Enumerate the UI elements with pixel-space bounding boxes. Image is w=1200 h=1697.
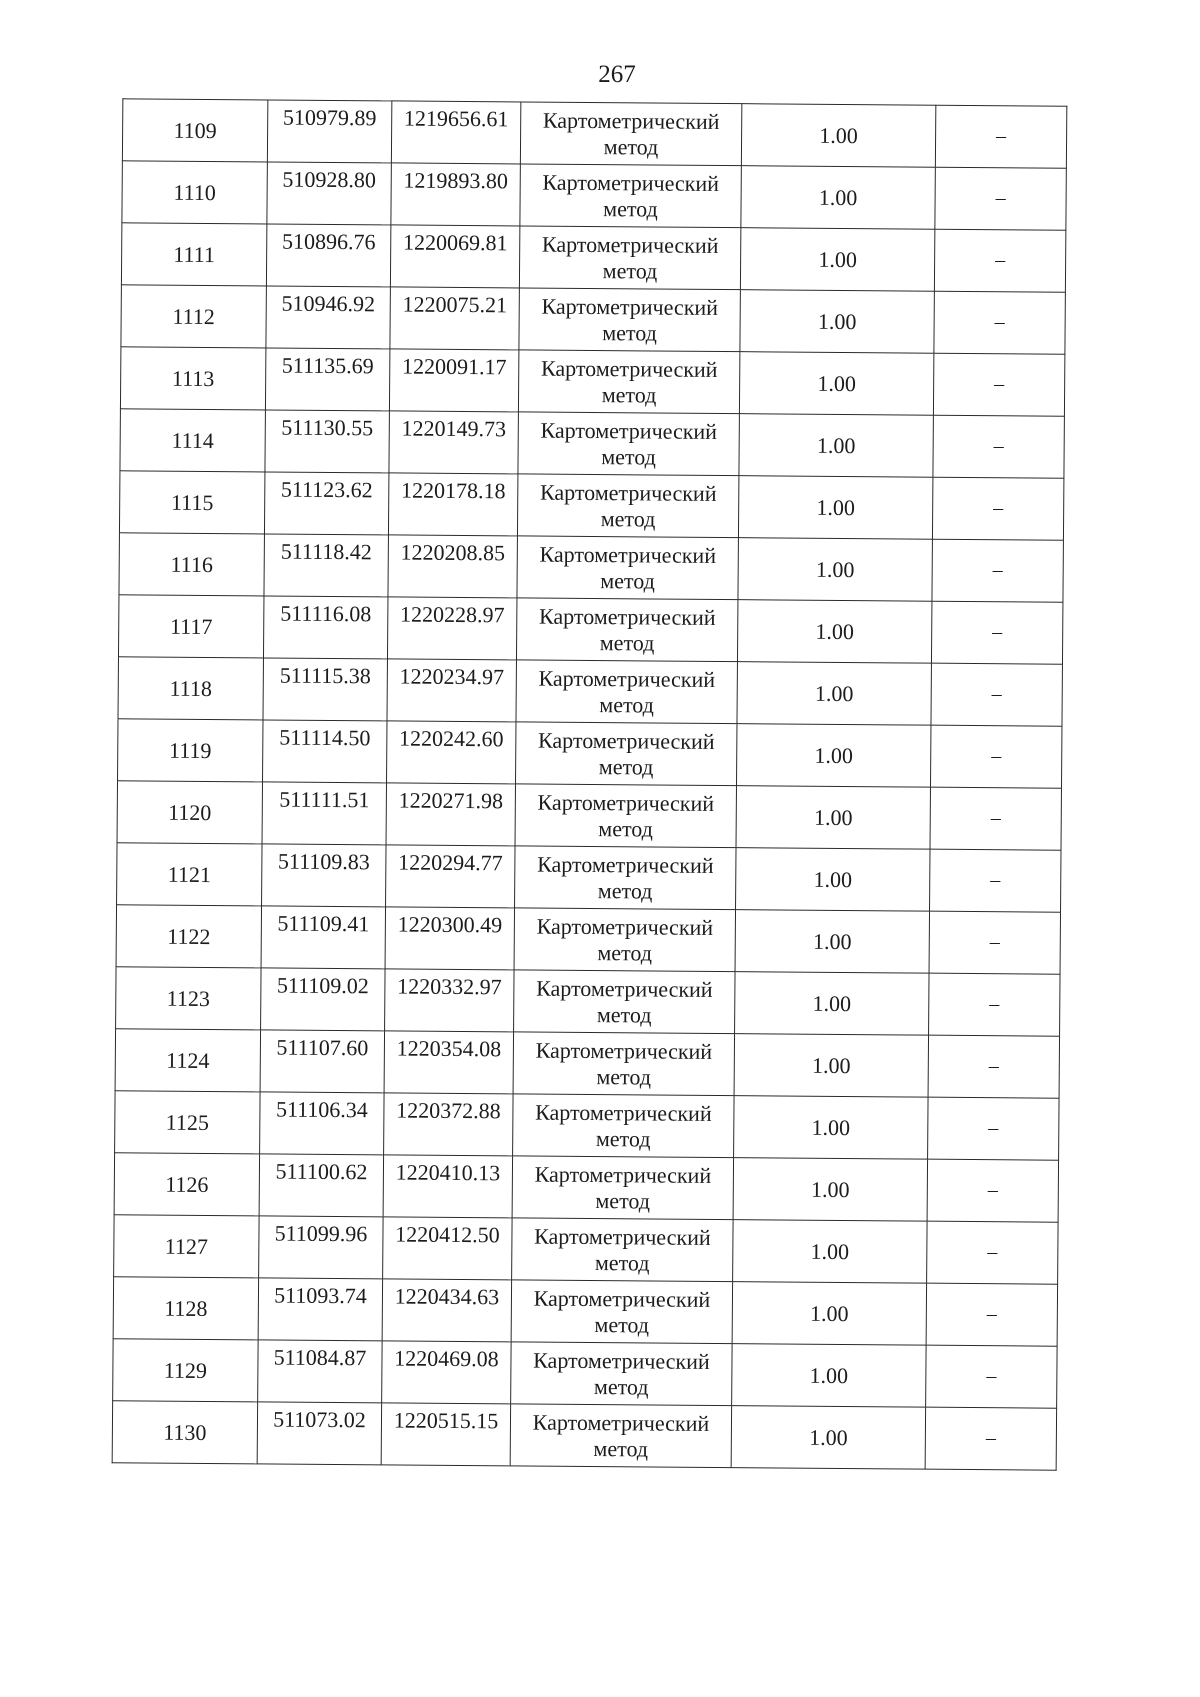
point-number-cell: 1110 [122,161,267,224]
method-cell: Картометрический метод [516,660,737,724]
x-coordinate-cell: 511107.60 [260,1030,384,1093]
accuracy-cell: 1.00 [734,1096,928,1160]
method-cell: Картометрический метод [512,1156,733,1220]
method-cell: Картометрический метод [518,350,739,414]
note-cell: – [932,539,1063,602]
table-row [121,223,1065,292]
accuracy-cell: 1.00 [736,786,930,850]
accuracy-cell: 1.00 [731,1406,925,1470]
note-cell: – [932,477,1063,540]
x-coordinate-cell: 511093.74 [258,1278,382,1341]
y-coordinate-cell: 1219656.61 [391,101,520,164]
table-row [118,595,1062,664]
point-number-cell: 1128 [113,1277,258,1340]
method-cell: Картометрический метод [512,1218,733,1282]
y-coordinate-cell: 1220354.08 [384,1031,513,1094]
x-coordinate-cell: 511073.02 [257,1402,381,1465]
accuracy-cell: 1.00 [741,166,935,230]
method-cell: Картометрический метод [513,1094,734,1158]
x-coordinate-cell: 511115.38 [263,658,387,721]
method-cell: Картометрический метод [520,102,741,166]
y-coordinate-cell: 1219893.80 [391,163,520,226]
accuracy-cell: 1.00 [735,972,929,1036]
accuracy-cell: 1.00 [738,538,932,602]
table-row [120,409,1064,478]
y-coordinate-cell: 1220242.60 [387,721,516,784]
y-coordinate-cell: 1220149.73 [389,411,518,474]
point-number-cell: 1117 [118,595,263,658]
y-coordinate-cell: 1220228.97 [387,597,516,660]
accuracy-cell: 1.00 [735,910,929,974]
accuracy-cell: 1.00 [736,848,930,912]
table-row [115,1029,1059,1098]
table-row [116,967,1060,1036]
table-row [120,347,1064,416]
table-row [119,533,1063,602]
y-coordinate-cell: 1220332.97 [385,969,514,1032]
y-coordinate-cell: 1220271.98 [386,783,515,846]
x-coordinate-cell: 511109.41 [261,906,385,969]
point-number-cell: 1119 [118,719,263,782]
point-number-cell: 1112 [121,285,266,348]
method-cell: Картометрический метод [514,970,735,1034]
point-number-cell: 1120 [117,781,262,844]
point-number-cell: 1118 [118,657,263,720]
table-row [114,1215,1058,1284]
x-coordinate-cell: 511114.50 [263,720,387,783]
accuracy-cell: 1.00 [733,1220,927,1284]
note-cell: – [929,973,1060,1036]
point-number-cell: 1121 [117,843,262,906]
x-coordinate-cell: 511116.08 [263,596,387,659]
y-coordinate-cell: 1220075.21 [390,287,519,350]
page-number: 267 [598,61,636,88]
table-row [119,471,1063,540]
point-number-cell: 1111 [121,223,266,286]
note-cell: – [927,1159,1058,1222]
accuracy-cell: 1.00 [741,104,935,168]
accuracy-cell: 1.00 [732,1344,926,1408]
x-coordinate-cell: 511084.87 [258,1340,382,1403]
note-cell: – [931,601,1062,664]
table-row [118,719,1062,788]
method-cell: Картометрический метод [513,1032,734,1096]
point-number-cell: 1124 [115,1029,260,1092]
y-coordinate-cell: 1220091.17 [389,349,518,412]
note-cell: – [933,353,1064,416]
y-coordinate-cell: 1220234.97 [387,659,516,722]
table-row [122,99,1066,168]
x-coordinate-cell: 511118.42 [264,534,388,597]
x-coordinate-cell: 510928.80 [267,162,391,225]
y-coordinate-cell: 1220069.81 [390,225,519,288]
point-number-cell: 1130 [112,1401,257,1464]
accuracy-cell: 1.00 [737,662,931,726]
x-coordinate-cell: 511130.55 [265,410,389,473]
accuracy-cell: 1.00 [738,476,932,540]
table-row [121,285,1065,354]
point-number-cell: 1125 [115,1091,260,1154]
method-cell: Картометрический метод [515,846,736,910]
point-number-cell: 1129 [113,1339,258,1402]
y-coordinate-cell: 1220469.08 [382,1341,511,1404]
note-cell: – [930,849,1061,912]
method-cell: Картометрический метод [518,412,739,476]
x-coordinate-cell: 511099.96 [259,1216,383,1279]
method-cell: Картометрический метод [517,474,738,538]
note-cell: – [934,229,1065,292]
accuracy-cell: 1.00 [739,414,933,478]
method-cell: Картометрический метод [519,288,740,352]
note-cell: – [926,1345,1057,1408]
note-cell: – [927,1221,1058,1284]
x-coordinate-cell: 511109.83 [262,844,386,907]
note-cell: – [929,911,1060,974]
method-cell: Картометрический метод [517,536,738,600]
method-cell: Картометрический метод [514,908,735,972]
method-cell: Картометрический метод [511,1342,732,1406]
y-coordinate-cell: 1220300.49 [385,907,514,970]
y-coordinate-cell: 1220208.85 [388,535,517,598]
point-number-cell: 1114 [120,409,265,472]
x-coordinate-cell: 511111.51 [262,782,386,845]
x-coordinate-cell: 510896.76 [266,224,390,287]
note-cell: – [926,1283,1057,1346]
note-cell: – [935,105,1066,168]
table-row [122,161,1066,230]
note-cell: – [930,725,1061,788]
note-cell: – [931,663,1062,726]
note-cell: – [925,1407,1056,1470]
accuracy-cell: 1.00 [739,352,933,416]
x-coordinate-cell: 511135.69 [265,348,389,411]
point-number-cell: 1123 [116,967,261,1030]
table-row [112,1401,1056,1470]
x-coordinate-cell: 511123.62 [264,472,388,535]
table-row [114,1153,1058,1222]
table-row [113,1339,1057,1408]
accuracy-cell: 1.00 [733,1158,927,1222]
method-cell: Картометрический метод [516,722,737,786]
method-cell: Картометрический метод [520,164,741,228]
point-number-cell: 1115 [119,471,264,534]
y-coordinate-cell: 1220412.50 [383,1217,512,1280]
method-cell: Картометрический метод [511,1280,732,1344]
accuracy-cell: 1.00 [732,1282,926,1346]
accuracy-cell: 1.00 [736,724,930,788]
x-coordinate-cell: 510946.92 [266,286,390,349]
x-coordinate-cell: 511106.34 [260,1092,384,1155]
y-coordinate-cell: 1220434.63 [382,1279,511,1342]
table-row [118,657,1062,726]
y-coordinate-cell: 1220372.88 [384,1093,513,1156]
x-coordinate-cell: 511109.02 [261,968,385,1031]
table-row [117,781,1061,850]
method-cell: Картометрический метод [515,784,736,848]
table-body [112,99,1067,1470]
accuracy-cell: 1.00 [737,600,931,664]
note-cell: – [928,1097,1059,1160]
coordinates-table [112,98,1068,1470]
accuracy-cell: 1.00 [740,290,934,354]
point-number-cell: 1122 [116,905,261,968]
method-cell: Картометрический метод [510,1404,731,1468]
note-cell: – [934,291,1065,354]
note-cell: – [930,787,1061,850]
table-row [113,1277,1057,1346]
y-coordinate-cell: 1220294.77 [386,845,515,908]
point-number-cell: 1126 [114,1153,259,1216]
note-cell: – [935,167,1066,230]
table-row [116,905,1060,974]
x-coordinate-cell: 510979.89 [267,100,391,163]
point-number-cell: 1116 [119,533,264,596]
x-coordinate-cell: 511100.62 [259,1154,383,1217]
y-coordinate-cell: 1220410.13 [383,1155,512,1218]
accuracy-cell: 1.00 [734,1034,928,1098]
point-number-cell: 1113 [120,347,265,410]
point-number-cell: 1127 [114,1215,259,1278]
y-coordinate-cell: 1220515.15 [381,1403,510,1466]
table-row [115,1091,1059,1160]
note-cell: – [928,1035,1059,1098]
y-coordinate-cell: 1220178.18 [388,473,517,536]
table-row [117,843,1061,912]
note-cell: – [933,415,1064,478]
point-number-cell: 1109 [122,99,267,162]
accuracy-cell: 1.00 [740,228,934,292]
method-cell: Картометрический метод [516,598,737,662]
method-cell: Картометрический метод [519,226,740,290]
